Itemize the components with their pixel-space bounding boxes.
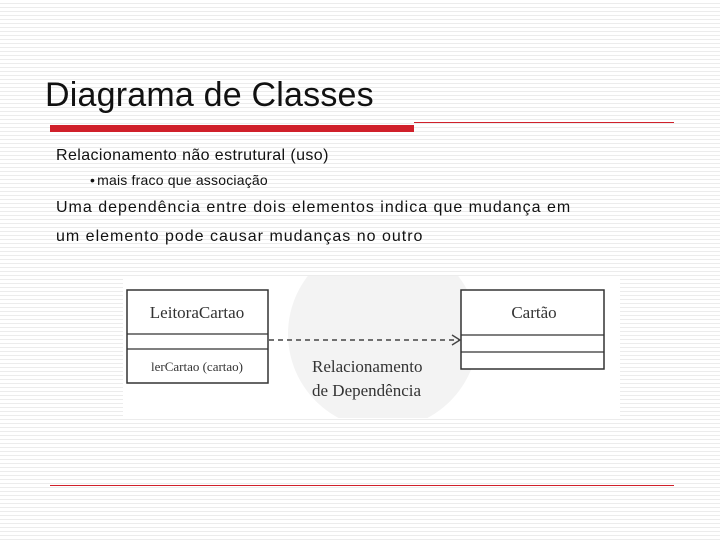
class-box-leitora-cartao	[127, 290, 268, 383]
uml-dependency-figure	[123, 276, 620, 418]
uml-diagram	[123, 276, 620, 418]
relation-label-line-1: Relacionamento	[312, 357, 423, 376]
bullet-item	[90, 172, 268, 188]
relation-label-line-2: de Dependência	[312, 381, 422, 400]
class-box-cartao	[461, 290, 604, 369]
title-underline	[414, 122, 674, 123]
paragraph-line-2: um elemento pode causar mudanças no outro	[56, 228, 424, 245]
title-accent-bar	[50, 125, 414, 132]
footer-rule	[50, 485, 674, 486]
class-box-right-frame	[461, 290, 604, 369]
class-operation-left: lerCartao (cartao)	[150, 359, 244, 374]
paragraph-line-1: Uma dependência entre dois elementos indica que mudança em	[56, 199, 572, 216]
class-name-left: LeitoraCartao	[149, 303, 245, 322]
slide-title: Diagrama de Classes	[45, 76, 374, 114]
heading-line: Relacionamento não estrutural (uso)	[56, 147, 329, 164]
class-name-right: Cartão	[511, 303, 557, 322]
bullet-text: mais fraco que associação	[97, 172, 268, 188]
bullet-marker: •	[90, 172, 96, 188]
